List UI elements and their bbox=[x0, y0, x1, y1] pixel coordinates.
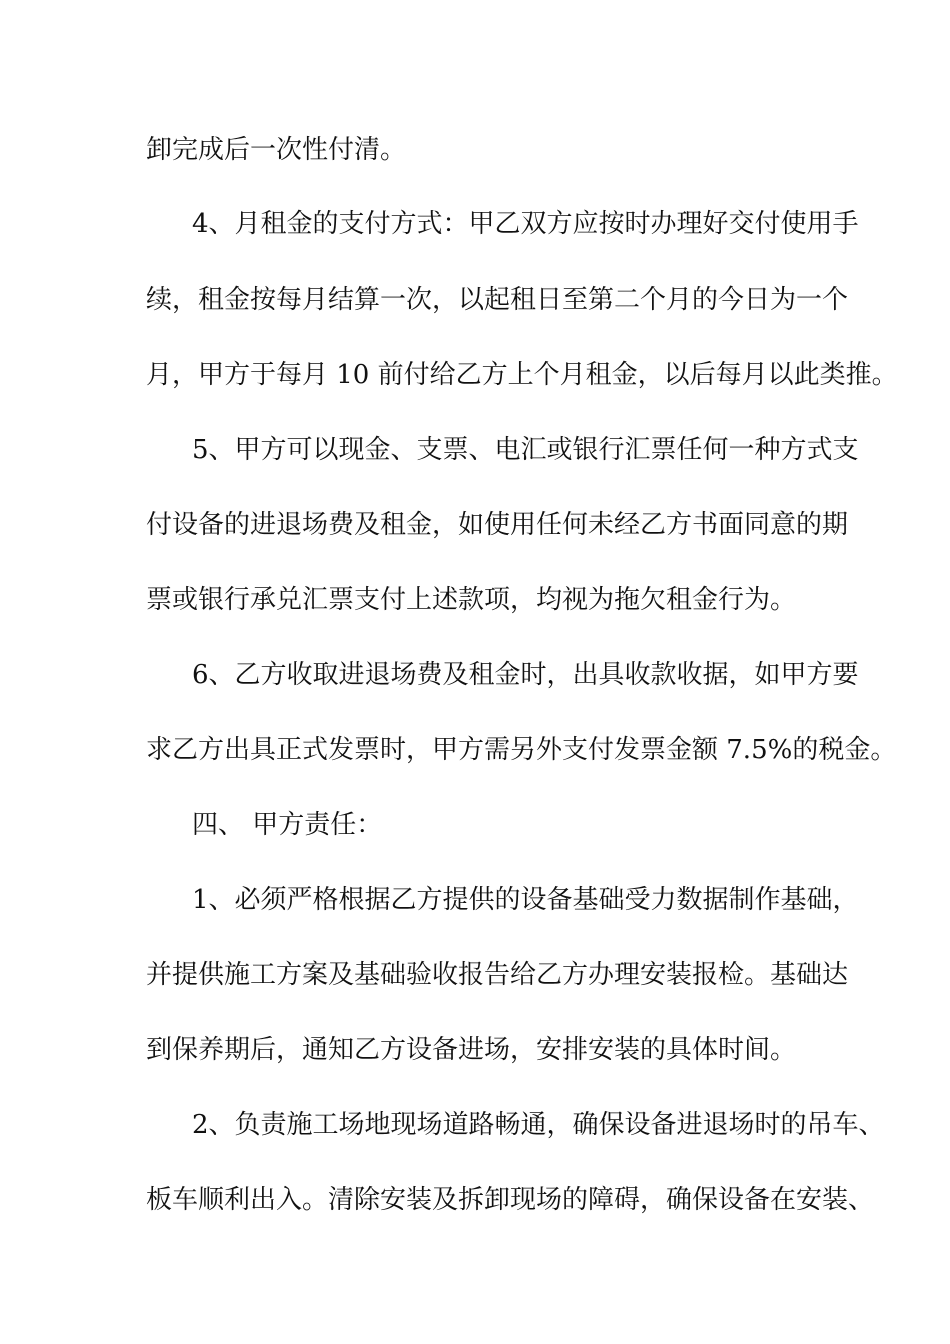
text-line: 票或银行承兑汇票支付上述款项，均视为拖欠租金行为。 bbox=[146, 585, 797, 615]
text-line: 卸完成后一次性付清。 bbox=[146, 135, 407, 165]
text-line: 5、甲方可以现金、支票、电汇或银行汇票任何一种方式支 bbox=[192, 435, 859, 465]
text-line: 6、乙方收取进退场费及租金时，出具收款收据，如甲方要 bbox=[192, 660, 859, 690]
text-line: 4、月租金的支付方式：甲乙双方应按时办理好交付使用手 bbox=[192, 209, 859, 239]
text-line: 付设备的进退场费及租金，如使用任何未经乙方书面同意的期 bbox=[146, 510, 849, 540]
text-line: 到保养期后，通知乙方设备进场，安排安装的具体时间。 bbox=[146, 1035, 797, 1065]
text-line: 1、必须严格根据乙方提供的设备基础受力数据制作基础， bbox=[192, 885, 859, 915]
text-line: 月，甲方于每月 10 前付给乙方上个月租金，以后每月以此类推。 bbox=[146, 360, 898, 390]
text-line: 2、负责施工场地现场道路畅通，确保设备进退场时的吊车、 bbox=[192, 1110, 885, 1140]
section-heading: 四、 甲方责任： bbox=[192, 810, 383, 840]
text-line: 求乙方出具正式发票时，甲方需另外支付发票金额 7.5%的税金。 bbox=[146, 735, 897, 765]
text-line: 续，租金按每月结算一次，以起租日至第二个月的今日为一个 bbox=[146, 285, 849, 315]
text-line: 板车顺利出入。清除安装及拆卸现场的障碍，确保设备在安装、 bbox=[146, 1185, 875, 1215]
text-line: 并提供施工方案及基础验收报告给乙方办理安装报检。基础达 bbox=[146, 960, 849, 990]
